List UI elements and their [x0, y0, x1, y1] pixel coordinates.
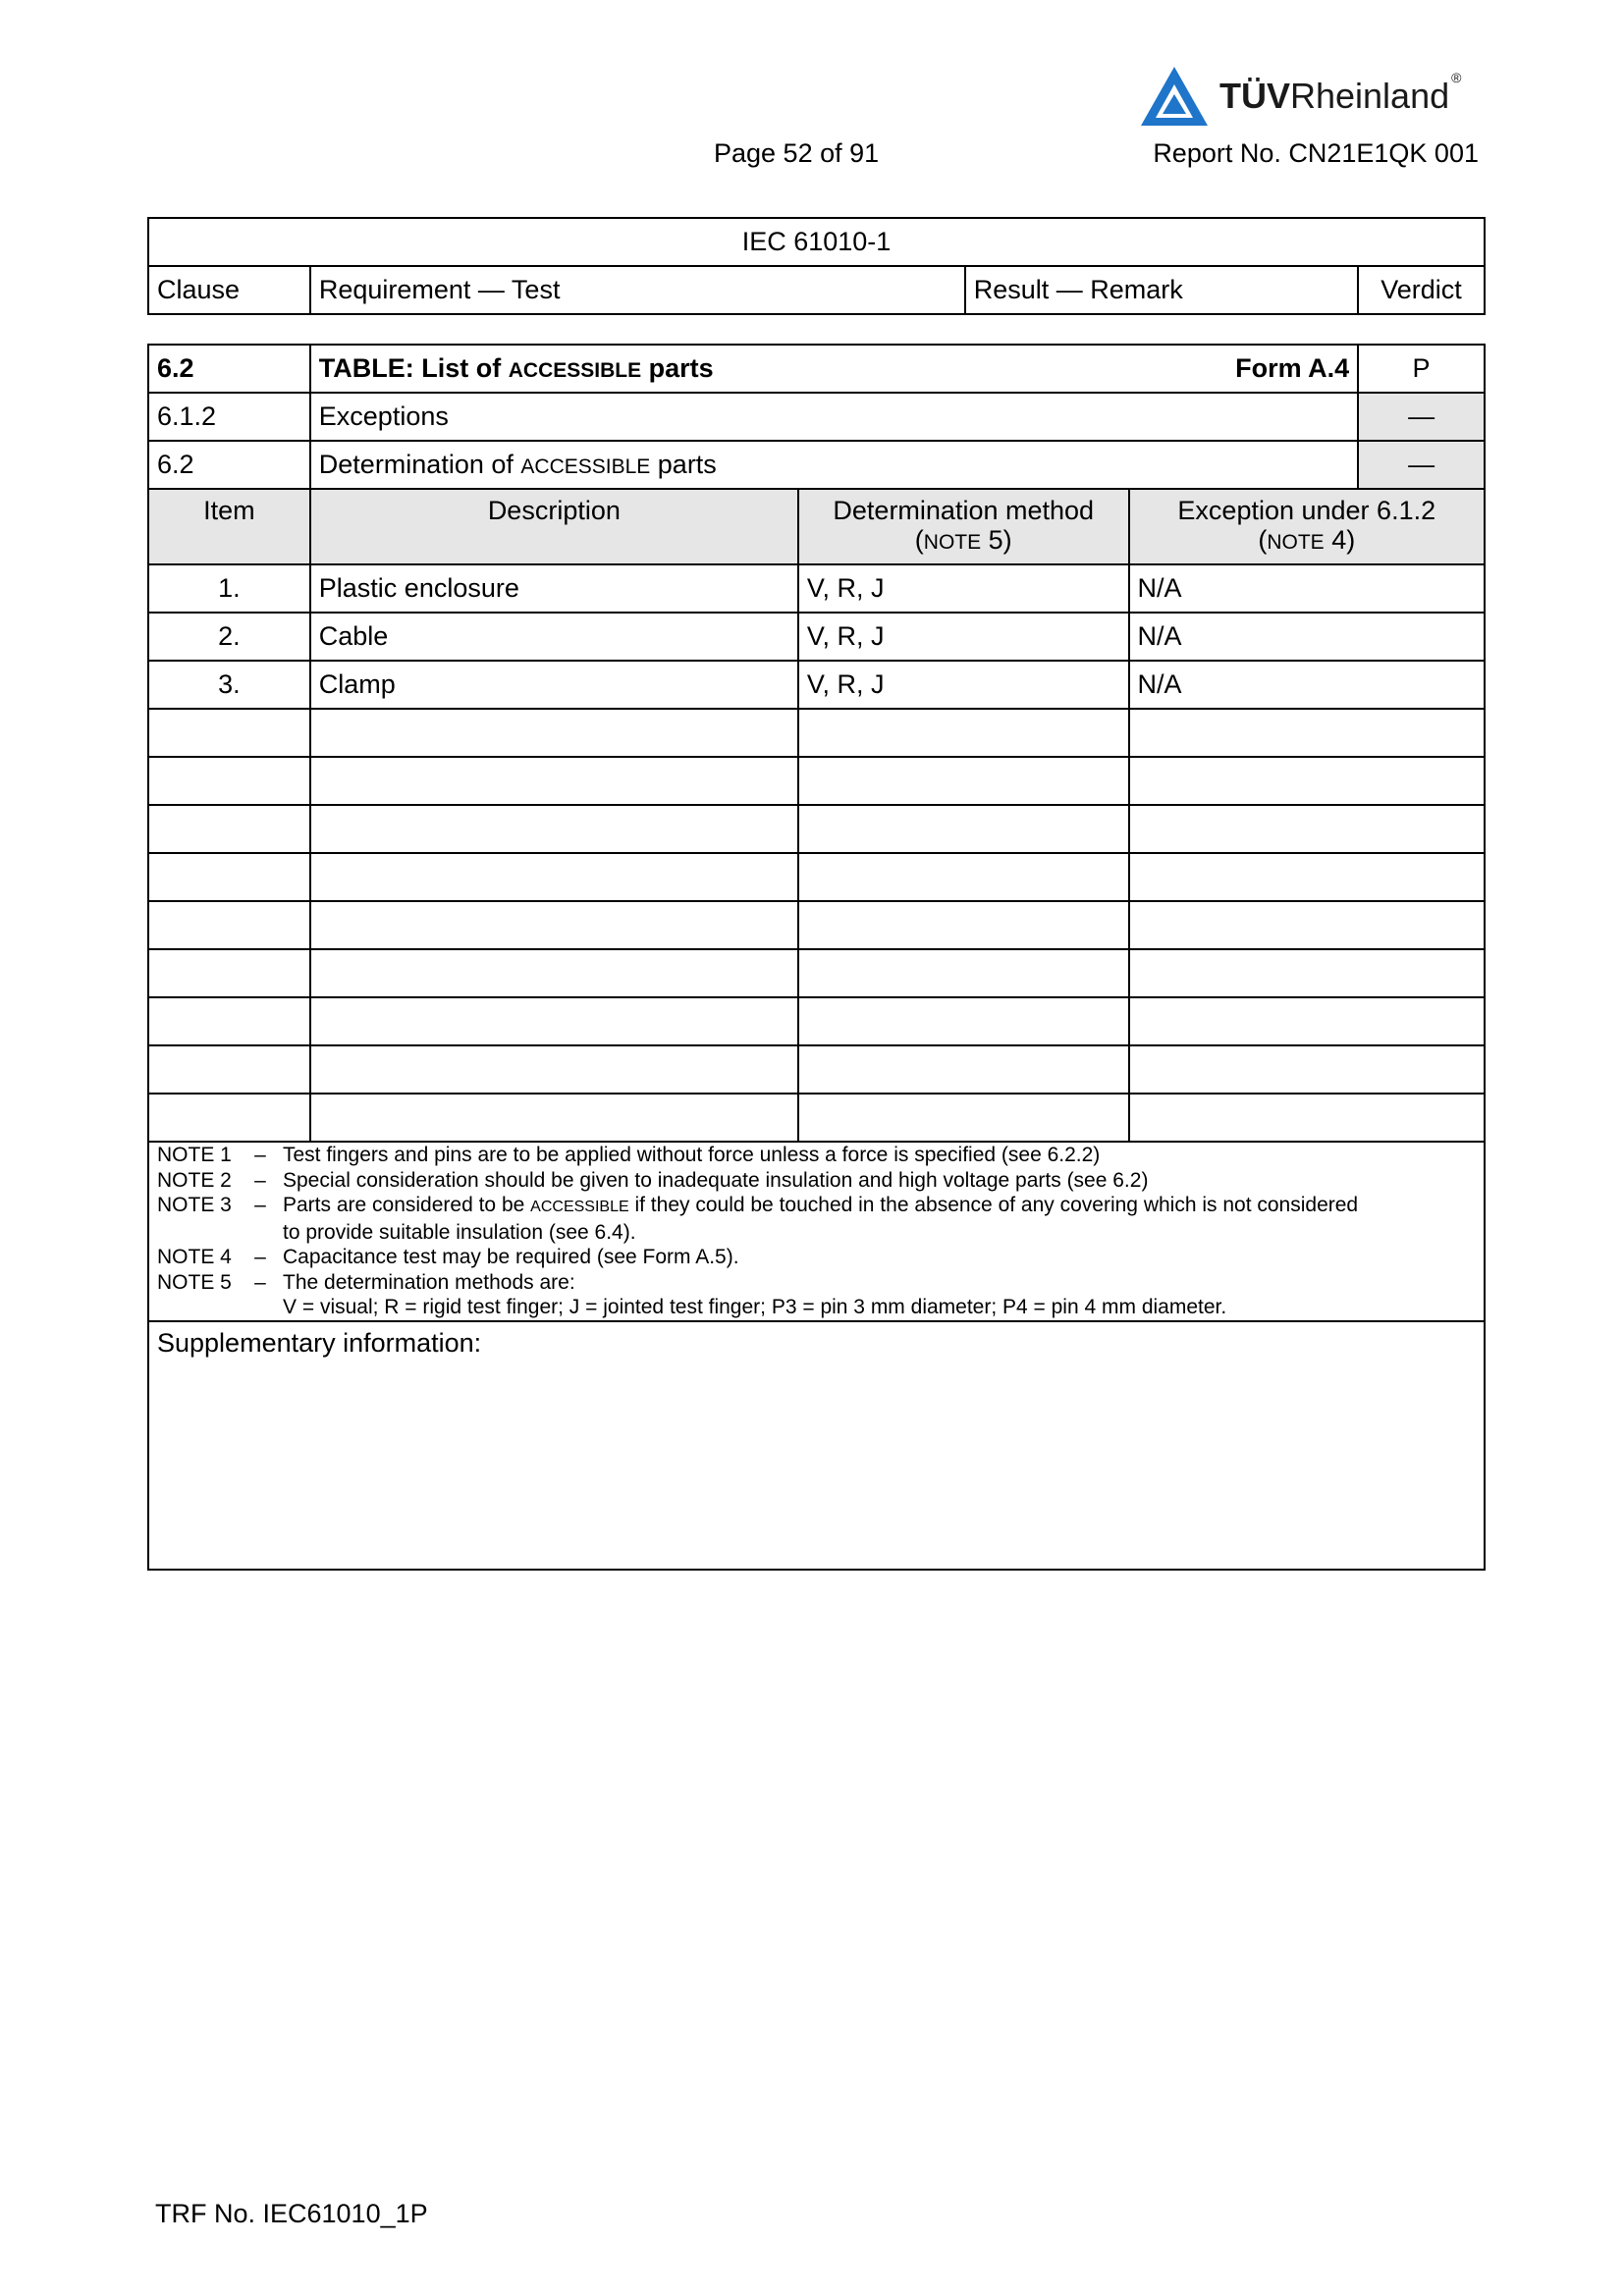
sub-clause: 6.1.2	[148, 393, 310, 441]
table-verdict: P	[1358, 345, 1485, 393]
tuv-triangle-icon	[1139, 65, 1210, 128]
accessible-parts-table	[147, 344, 1486, 1571]
empty-row	[148, 709, 1485, 757]
logo-wordmark: TÜVRheinland ®	[1219, 70, 1462, 116]
table-clause: 6.2	[148, 345, 310, 393]
sub-verdict: —	[1358, 393, 1485, 441]
empty-row	[148, 901, 1485, 949]
row-method: V, R, J	[798, 661, 1129, 709]
page-number: Page 52 of 91	[714, 138, 880, 168]
row-item: 1.	[148, 564, 310, 613]
empty-row	[148, 1094, 1485, 1142]
row-exception: N/A	[1129, 613, 1485, 661]
row-exception: N/A	[1129, 661, 1485, 709]
standard-title: IEC 61010-1	[148, 218, 1485, 266]
table-row	[148, 613, 1485, 661]
empty-row	[148, 757, 1485, 805]
empty-row	[148, 805, 1485, 853]
report-number: Report No. CN21E1QK 001	[1153, 138, 1479, 168]
row-method: V, R, J	[798, 564, 1129, 613]
col-item: Item	[148, 489, 310, 564]
row-item: 2.	[148, 613, 310, 661]
sub-verdict: —	[1358, 441, 1485, 489]
col-clause: Clause	[148, 266, 310, 314]
note-2: NOTE 2 – Special consideration should be given to inadequate insulation and high voltage parts (see 6.2)	[157, 1168, 1149, 1192]
empty-row	[148, 1045, 1485, 1094]
empty-row	[148, 853, 1485, 901]
col-exception: Exception under 6.1.2 (NOTE 4)	[1129, 489, 1485, 564]
note-5: NOTE 5 – The determination methods are: V = visual; R = rigid test finger; J = jointed test finger; P3 = pin 3 mm diameter; P4 = pin 4 mm diameter.	[157, 1270, 1227, 1318]
note-4: NOTE 4 – Capacitance test may be required (see Form A.5).	[157, 1246, 739, 1268]
col-result: Result — Remark	[965, 266, 1358, 314]
col-method: Determination method (NOTE 5)	[798, 489, 1129, 564]
row-exception: N/A	[1129, 564, 1485, 613]
row-description: Cable	[310, 613, 798, 661]
trf-number: TRF No. IEC61010_1P	[155, 2199, 428, 2228]
standard-header-table	[147, 217, 1486, 315]
sub-text: Exceptions	[310, 393, 1358, 441]
empty-row	[148, 997, 1485, 1045]
table-row	[148, 564, 1485, 613]
notes-block	[148, 1142, 1485, 1321]
note-1: NOTE 1 – Test fingers and pins are to be applied without force unless a force is specified (see 6.2.2)	[157, 1144, 1101, 1166]
col-requirement: Requirement — Test	[310, 266, 965, 314]
supplementary-information: Supplementary information:	[148, 1321, 1485, 1570]
form-label: Form A.4	[1235, 353, 1350, 383]
row-description: Plastic enclosure	[310, 564, 798, 613]
sub-text: Determination of ACCESSIBLE parts	[310, 441, 1358, 489]
sub-clause: 6.2	[148, 441, 310, 489]
table-row	[148, 661, 1485, 709]
col-description: Description	[310, 489, 798, 564]
tuv-logo	[1139, 61, 1461, 132]
row-item: 3.	[148, 661, 310, 709]
row-description: Clamp	[310, 661, 798, 709]
note-3: NOTE 3 – Parts are considered to be ACCESSIBLE if they could be touched in the absence of any covering which is not considered to provide suitable insulation (see 6.4).	[157, 1194, 1359, 1244]
table-title: TABLE: List of ACCESSIBLE parts Form A.4	[310, 345, 1358, 393]
col-verdict: Verdict	[1358, 266, 1485, 314]
row-method: V, R, J	[798, 613, 1129, 661]
empty-row	[148, 949, 1485, 997]
